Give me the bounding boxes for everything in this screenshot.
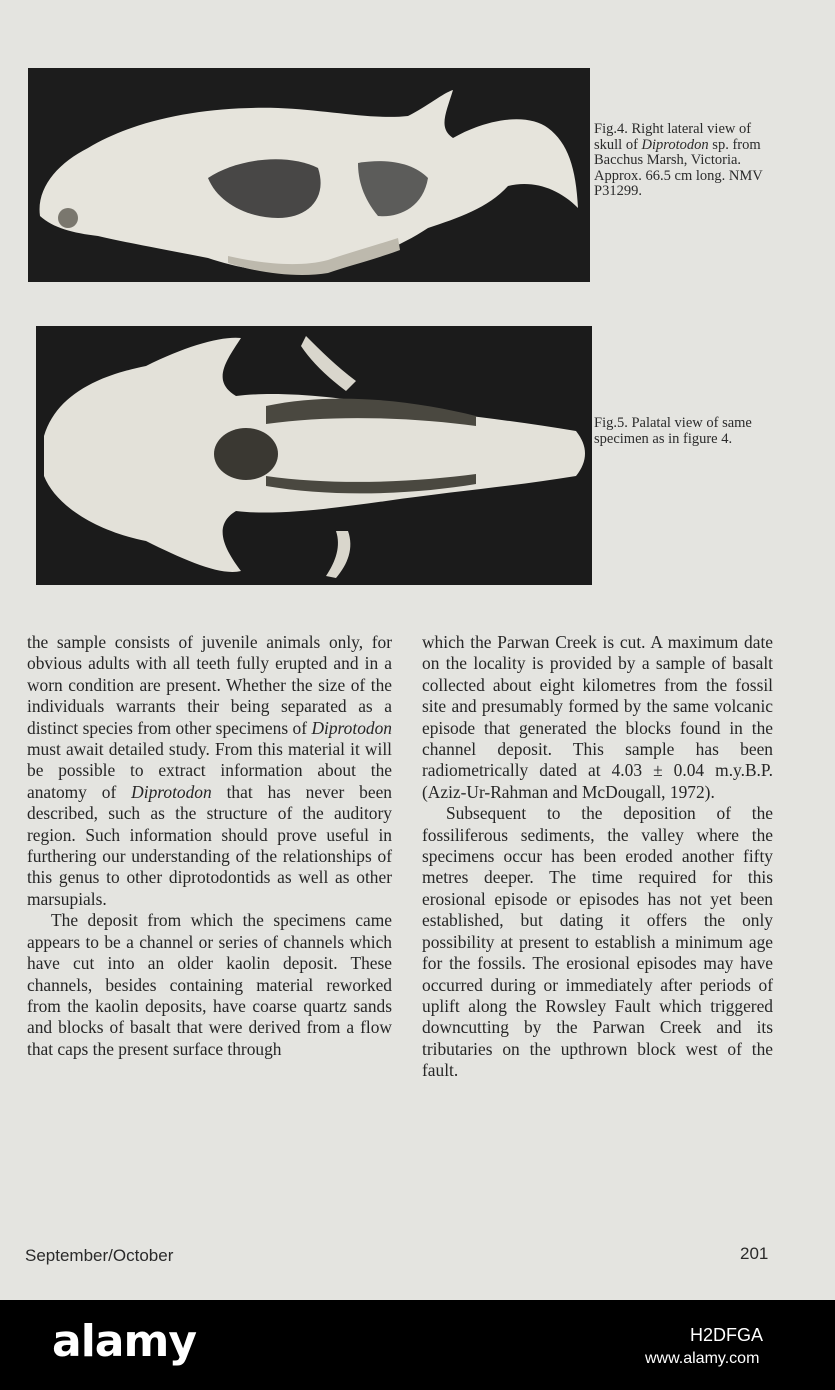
left-paragraph-1-part-a: the sample consists of juvenile animals only, for obvious adults with all teeth fully erupted and in a worn condition are present. Whether the size of the individuals warrants their being separated as a distinct species from other specimens of xyxy=(27,632,392,738)
figure-4-caption xyxy=(594,122,769,200)
figure-4-caption-genus: Diprotodon xyxy=(641,136,709,153)
issue-label: September/October xyxy=(25,1246,174,1265)
left-paragraph-1-part-c: that has never been described, such as the structure of the auditory region. Such information should prove useful in furthering our understanding of the relationships of this genus to other diprotodontids as well as other marsupials. xyxy=(27,781,392,909)
left-paragraph-2: The deposit from which the specimens came appears to be a channel or series of channels which have cut into an older kaolin deposit. These channels, besides containing material reworked from the kaolin deposits, have coarse quartz sands and blocks of basalt that were derived from a flow that caps the present surface through xyxy=(27,910,392,1059)
watermark-url: www.alamy.com xyxy=(645,1350,760,1367)
right-paragraph-1: which the Parwan Creek is cut. A maximum date on the locality is provided by a sample of basalt collected about eight kilometres from the fossil site and presumably formed by the same volcanic episode that generated the blocks found in the channel deposit. This sample has been radiometrically dated at 4.03 ± 0.04 m.y.B.P. (Aziz-Ur-Rahman and McDougall, 1972). xyxy=(422,632,773,802)
watermark-logo: alamy xyxy=(52,1316,196,1367)
figure-4-caption-text-end: sp. from Bacchus Marsh, Victoria. Approx. 66.5 cm long. NMV P31299. xyxy=(594,136,763,200)
right-paragraph-2: Subsequent to the deposition of the fossiliferous sediments, the valley where the specimens occur has been eroded another fifty metres deeper. The time required for this erosional episode or episodes has not yet been established, but dating it offers the only possibility at present to establish a minimum age for the fossils. The erosional episodes may have occurred during or immediately after periods of uplift along the Rowsley Fault which triggered downcutting by the Parwan Creek and its tributaries on the upthrown block west of the fault. xyxy=(422,803,773,1081)
figure-4-photo xyxy=(28,68,590,282)
left-paragraph-1-part-b: must await detailed study. From this material it will be possible to extract information about the anatomy of xyxy=(27,739,392,802)
genus-name: Diprotodon xyxy=(131,781,212,802)
skull-lateral-image xyxy=(28,68,590,282)
text-column-left xyxy=(27,632,392,1060)
page-number: 201 xyxy=(740,1244,769,1263)
image-id: H2DFGA xyxy=(690,1325,764,1345)
text-column-right xyxy=(422,632,773,1082)
figure-5-photo xyxy=(36,326,592,585)
left-paragraph-1 xyxy=(27,632,392,910)
genus-name: Diprotodon xyxy=(311,717,392,738)
figure-4-caption-text: Fig.4. Right lateral view of skull of xyxy=(594,121,752,153)
figure-5-caption: Fig.5. Palatal view of same specimen as in figure 4. xyxy=(594,415,752,447)
skull-palatal-image xyxy=(36,326,592,585)
